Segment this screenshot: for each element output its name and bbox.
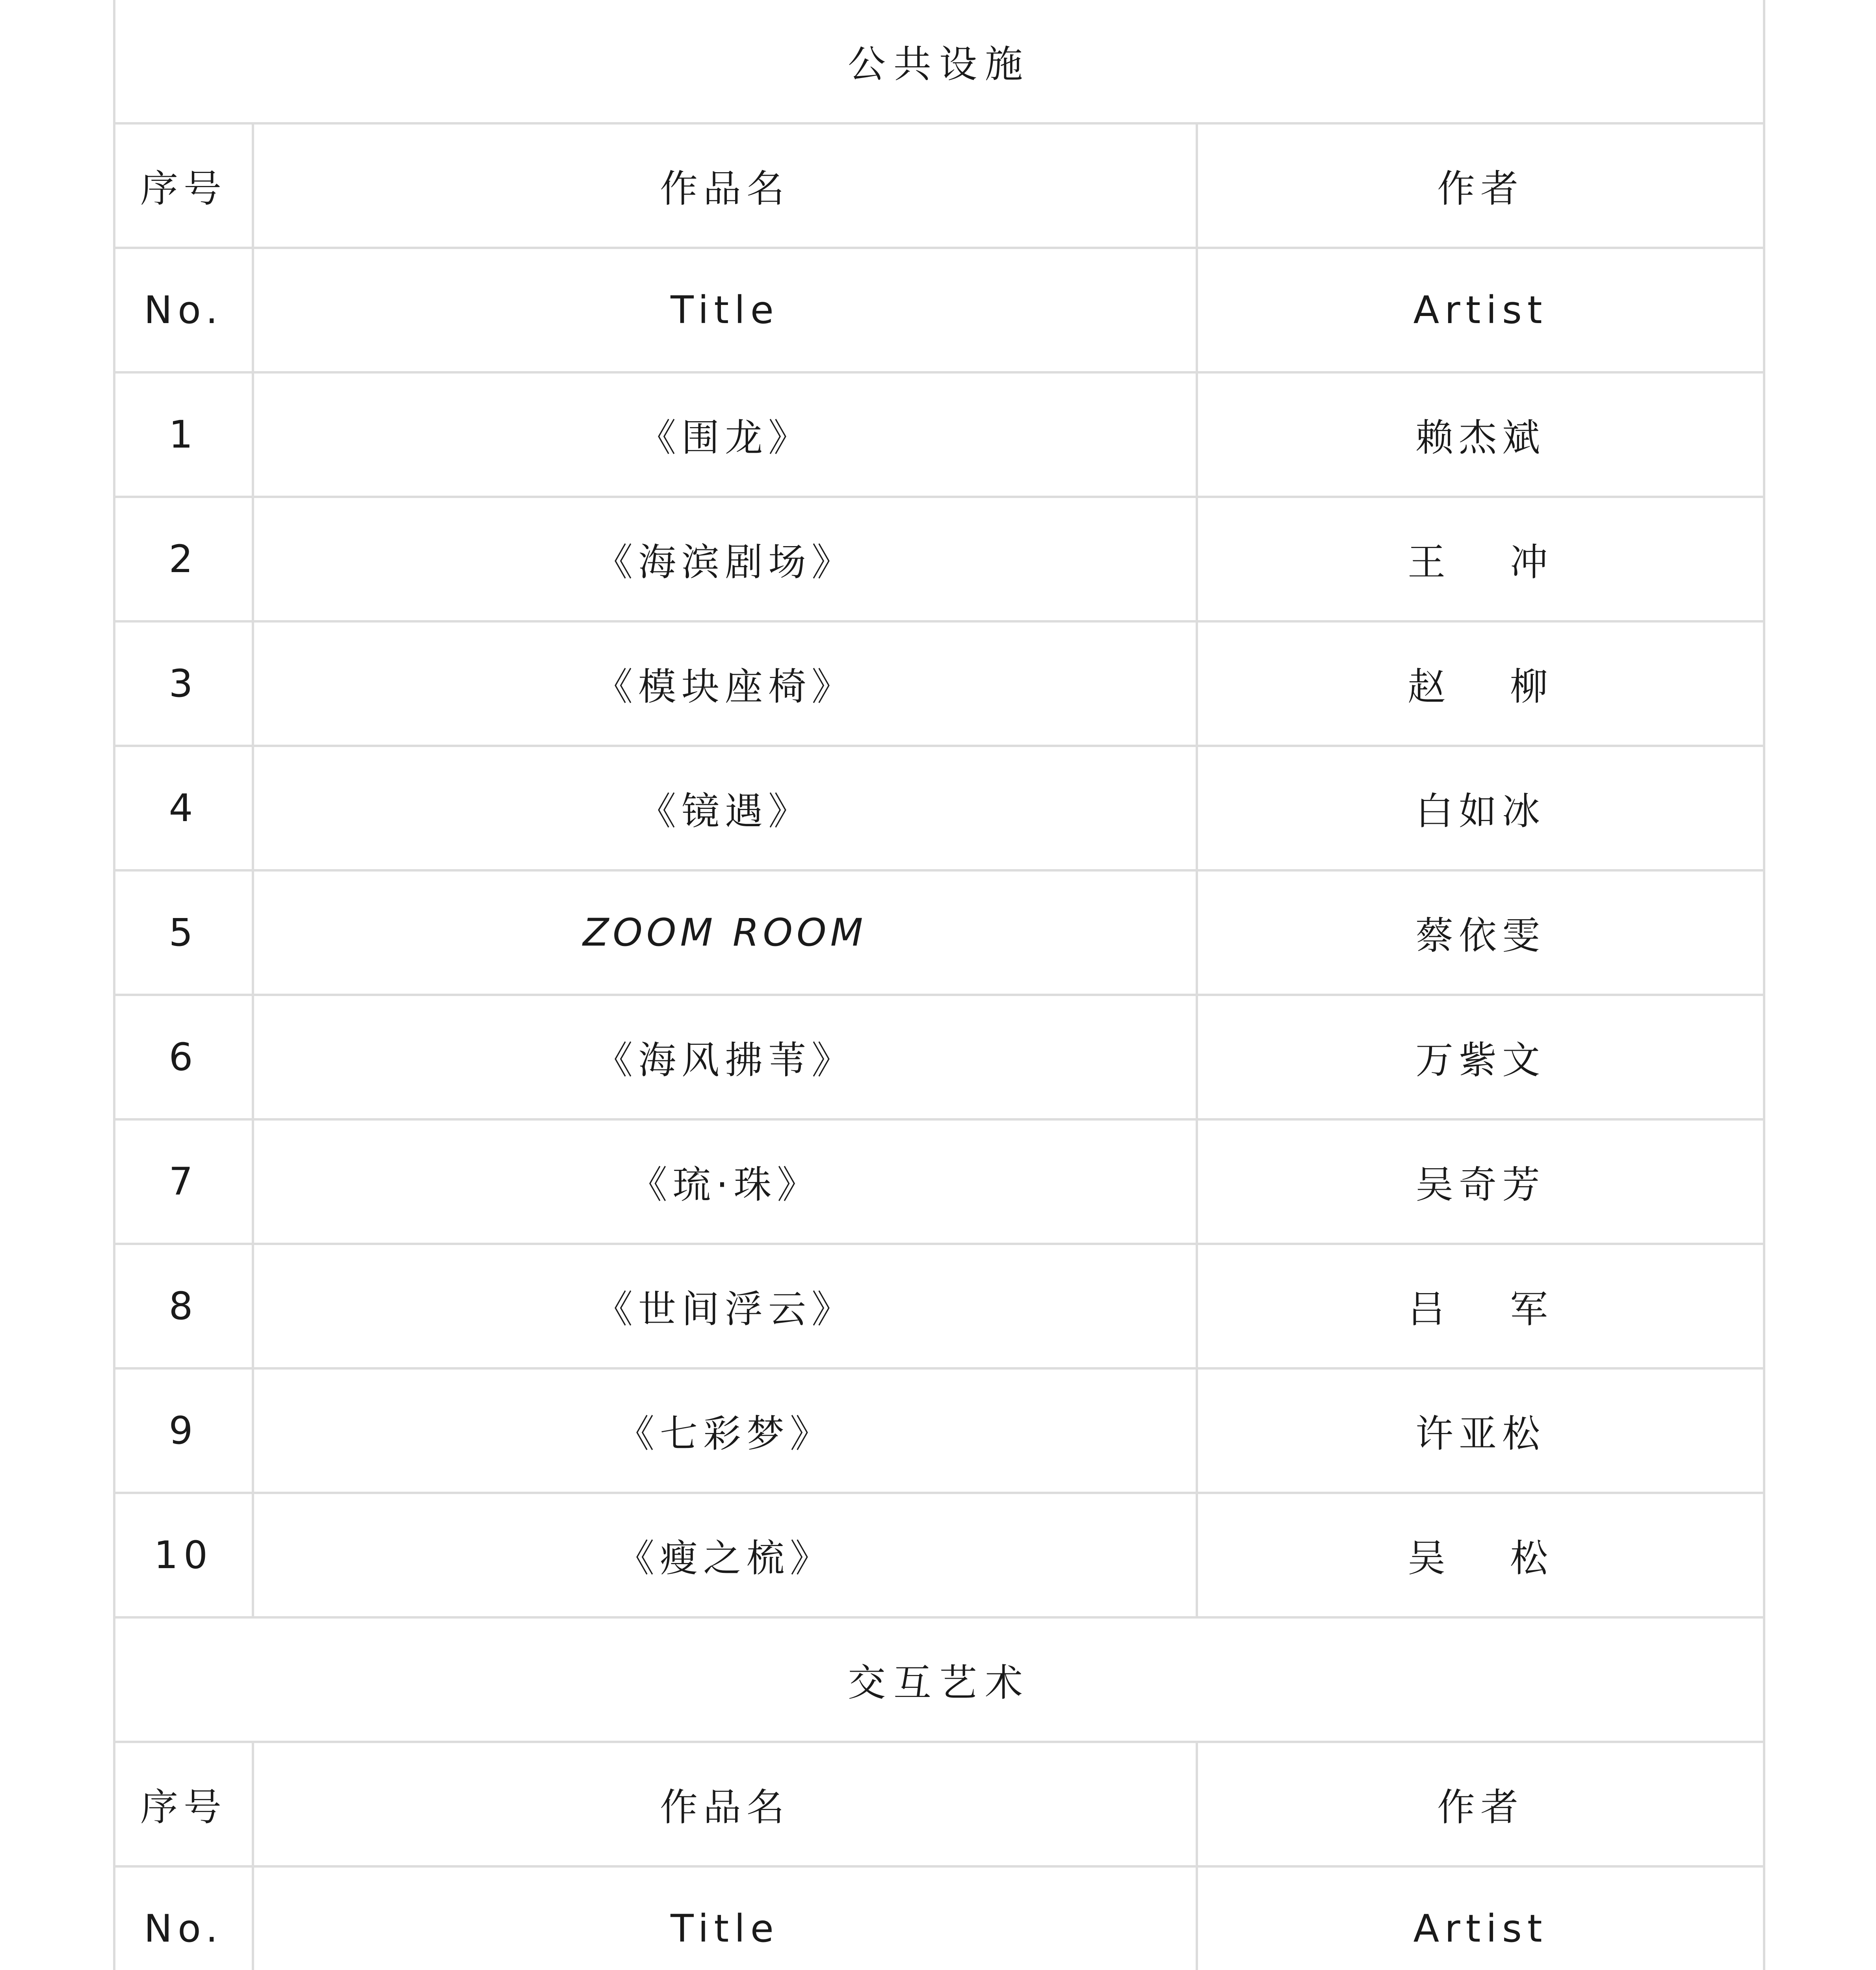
artist-given-name: 柳 xyxy=(1510,664,1554,709)
artist-surname: 王 xyxy=(1408,540,1451,584)
table-row xyxy=(114,1493,1764,1617)
row-number: 9 xyxy=(114,1368,253,1493)
column-header-row-cn xyxy=(114,1742,1764,1866)
work-title: 《瘦之梳》 xyxy=(253,1493,1197,1617)
header-artist-en: Artist xyxy=(1197,248,1764,372)
section-header-public-facilities xyxy=(114,0,1764,123)
row-number: 1 xyxy=(114,372,253,497)
table-row xyxy=(114,870,1764,995)
work-title: 《海滨剧场》 xyxy=(253,497,1197,621)
artist-surname: 赵 xyxy=(1408,664,1451,709)
header-title-en: Title xyxy=(253,1866,1197,1970)
table-row xyxy=(114,1119,1764,1244)
artist-name: 吴奇芳 xyxy=(1197,1119,1764,1244)
work-title: ZOOM ROOM xyxy=(253,870,1197,995)
column-header-row-en xyxy=(114,248,1764,372)
artist-name: 许亚松 xyxy=(1197,1368,1764,1493)
header-no-cn: 序号 xyxy=(114,1742,253,1866)
work-title: 《七彩梦》 xyxy=(253,1368,1197,1493)
table-row xyxy=(114,995,1764,1119)
artist-name xyxy=(1197,621,1764,746)
table-row xyxy=(114,746,1764,870)
row-number: 5 xyxy=(114,870,253,995)
table-row xyxy=(114,621,1764,746)
work-title: 《镜遇》 xyxy=(253,746,1197,870)
header-title-en: Title xyxy=(253,248,1197,372)
header-no-en: No. xyxy=(114,1866,253,1970)
work-title: 《琉·珠》 xyxy=(253,1119,1197,1244)
work-title: 《围龙》 xyxy=(253,372,1197,497)
row-number: 4 xyxy=(114,746,253,870)
work-title: 《模块座椅》 xyxy=(253,621,1197,746)
row-number: 6 xyxy=(114,995,253,1119)
column-header-row-cn xyxy=(114,123,1764,248)
table-row xyxy=(114,1244,1764,1368)
column-header-row-en xyxy=(114,1866,1764,1970)
artist-given-name: 松 xyxy=(1510,1536,1554,1580)
table-row xyxy=(114,1368,1764,1493)
row-number: 2 xyxy=(114,497,253,621)
artist-name xyxy=(1197,1244,1764,1368)
section-title: 交互艺术 xyxy=(114,1617,1764,1742)
header-artist-cn: 作者 xyxy=(1197,1742,1764,1866)
table-row xyxy=(114,372,1764,497)
section-header-interactive-art xyxy=(114,1617,1764,1742)
artist-surname: 吕 xyxy=(1408,1287,1451,1331)
row-number: 7 xyxy=(114,1119,253,1244)
artist-surname: 吴 xyxy=(1408,1536,1451,1580)
artist-name xyxy=(1197,497,1764,621)
header-artist-en: Artist xyxy=(1197,1866,1764,1970)
header-no-cn: 序号 xyxy=(114,123,253,248)
artist-name: 万紫文 xyxy=(1197,995,1764,1119)
artist-given-name: 冲 xyxy=(1510,540,1554,584)
artist-name xyxy=(1197,1493,1764,1617)
row-number: 8 xyxy=(114,1244,253,1368)
works-table xyxy=(113,0,1765,1970)
row-number: 10 xyxy=(114,1493,253,1617)
work-title: 《世间浮云》 xyxy=(253,1244,1197,1368)
header-title-cn: 作品名 xyxy=(253,1742,1197,1866)
table-row xyxy=(114,497,1764,621)
section-title: 公共设施 xyxy=(114,0,1764,123)
row-number: 3 xyxy=(114,621,253,746)
header-artist-cn: 作者 xyxy=(1197,123,1764,248)
work-title: 《海风拂苇》 xyxy=(253,995,1197,1119)
artist-name: 赖杰斌 xyxy=(1197,372,1764,497)
artist-name: 蔡依雯 xyxy=(1197,870,1764,995)
header-no-en: No. xyxy=(114,248,253,372)
header-title-cn: 作品名 xyxy=(253,123,1197,248)
artist-given-name: 军 xyxy=(1510,1287,1554,1331)
artist-name: 白如冰 xyxy=(1197,746,1764,870)
